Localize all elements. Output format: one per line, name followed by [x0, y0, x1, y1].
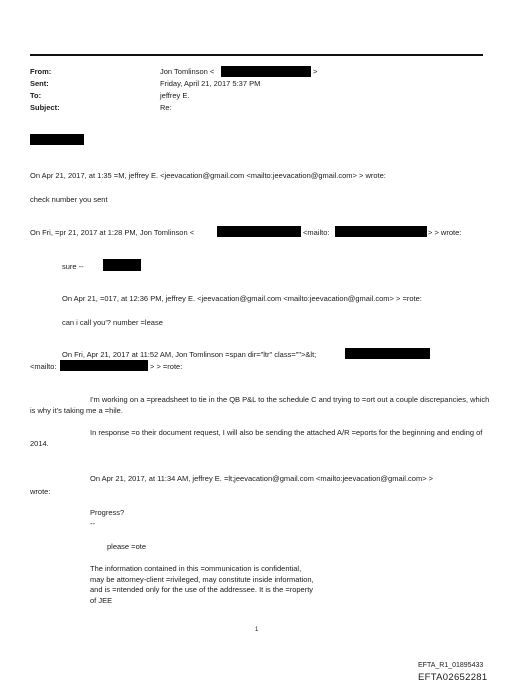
- please-note: please =ote: [107, 542, 146, 551]
- to-label: To:: [30, 91, 42, 100]
- redaction-box: [60, 360, 148, 371]
- sent-value: Friday, April 21, 2017 5:37 PM: [160, 79, 261, 88]
- thread-line-1: On Apr 21, 2017, at 1:35 =M, jeffrey E. <jeevacation@gmail.com <mailto:jeevacation@gmail.com> > wrote:: [30, 171, 386, 180]
- progress-line: Progress?: [90, 508, 125, 517]
- redaction-box: [30, 134, 84, 145]
- thread-line-7a: On Fri, Apr 21, 2017 at 11:52 AM, Jon Tomlinson =span dir="ltr" class="">&lt;: [62, 350, 317, 359]
- thread-line-7b: <mailto:: [30, 362, 57, 371]
- thread-line-8-wrote: wrote:: [30, 487, 51, 496]
- thread-line-4: sure --: [62, 262, 84, 271]
- thread-line-7c: > > =rote:: [150, 362, 183, 371]
- confidentiality-notice: The information contained in this =ommunication is confidential, may be attorney-client =rivileged, may constitute inside information, and is =ntended only for the use of the addressee. It is the =roperty of JEE: [90, 564, 314, 605]
- bates-number-1: EFTA_R1_01895433: [418, 662, 484, 669]
- paragraph-1: I'm working on a =preadsheet to tie in the QB P&L to the schedule C and trying to =ort out a couple discrepancies, which is why it's taking me a =hile.: [30, 395, 490, 415]
- thread-line-3c: > > wrote:: [428, 228, 462, 237]
- paragraph-2: In response =o their document request, I will also be sending the attached A/R =eports for the beginning and ending of 2014.: [30, 428, 483, 448]
- thread-line-5: On Apr 21, =017, at 12:36 PM, jeffrey E. <jeevacation@gmail.com <mailto:jeevacation@gmail.com> > =rote:: [62, 294, 422, 303]
- redaction-box: [335, 226, 427, 237]
- to-value: jeffrey E.: [160, 91, 190, 100]
- header-rule: [30, 54, 483, 56]
- page-number: 1: [255, 627, 259, 633]
- signature-dash: --: [90, 519, 95, 528]
- from-label: From:: [30, 67, 52, 76]
- thread-line-2: check number you sent: [30, 195, 108, 204]
- redaction-box: [103, 259, 141, 271]
- bates-number-2: EFTA02652281: [418, 672, 488, 683]
- redaction-box: [345, 348, 430, 359]
- thread-line-3b: <mailto:: [303, 228, 330, 237]
- redaction-box: [217, 226, 301, 237]
- subject-label: Subject:: [30, 103, 60, 112]
- thread-line-8: On Apr 21, 2017, at 11:34 AM, jeffrey E. =lt;jeevacation@gmail.com <mailto:jeevacation@gmail.com> >: [90, 474, 434, 483]
- sent-label: Sent:: [30, 79, 49, 88]
- thread-line-6: can i call you'? number =lease: [62, 318, 163, 327]
- from-value: Jon Tomlinson <: [160, 67, 215, 76]
- from-close: >: [313, 67, 318, 76]
- thread-line-3a: On Fri, =pr 21, 2017 at 1:28 PM, Jon Tomlinson <: [30, 228, 195, 237]
- redaction-box: [221, 66, 311, 77]
- subject-value: Re:: [160, 103, 172, 112]
